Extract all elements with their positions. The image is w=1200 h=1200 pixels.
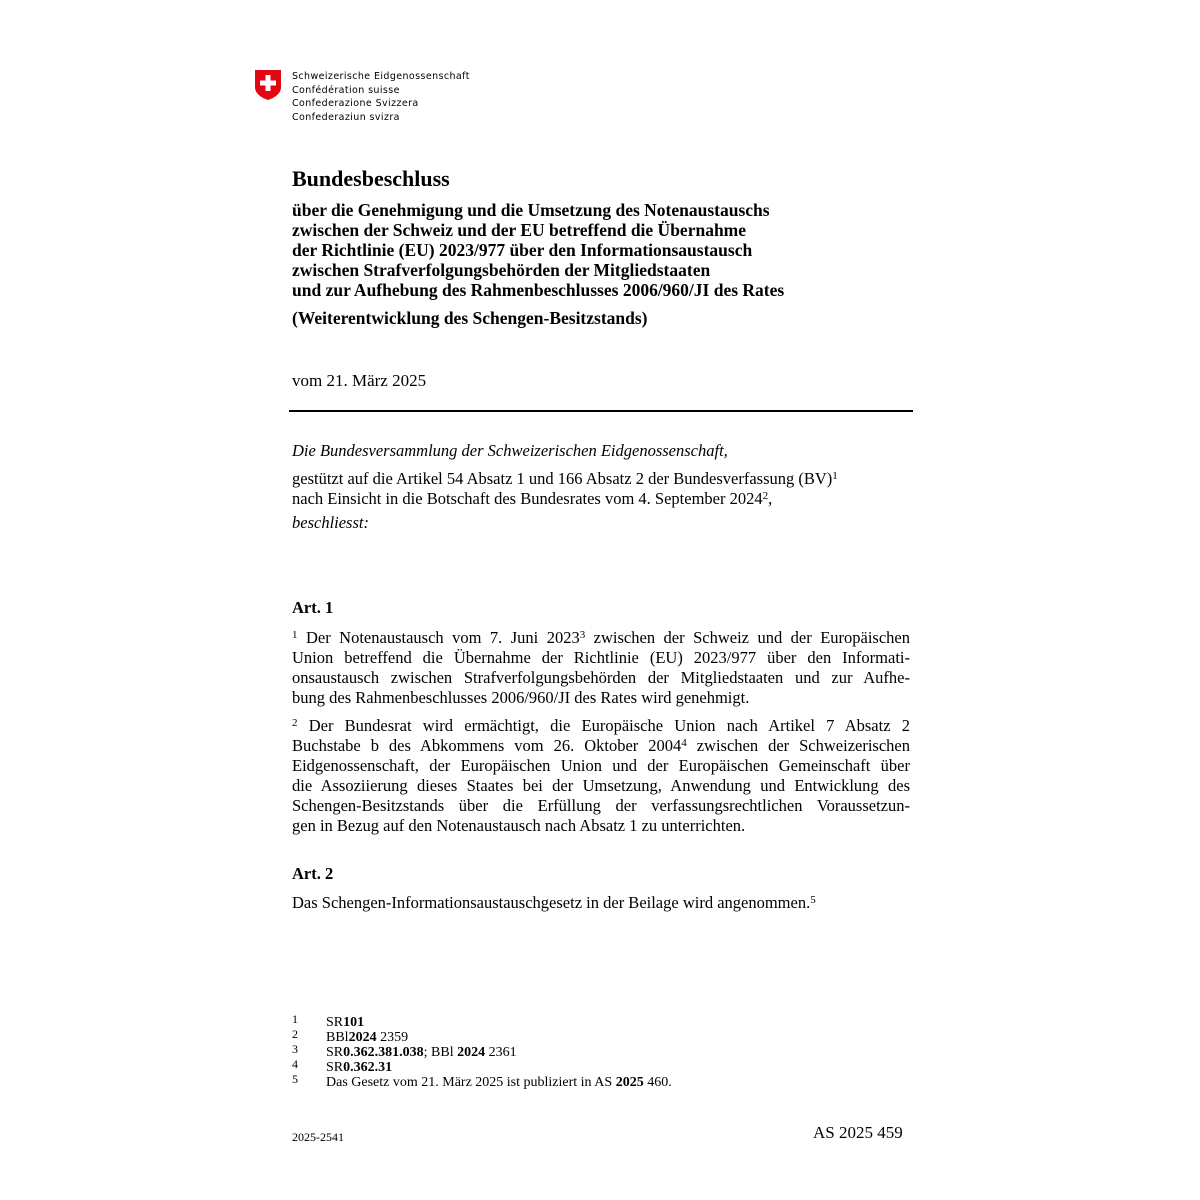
paragraph-line: bung des Rahmenbeschlusses 2006/960/JI des Rates wird genehmigt. [292,688,750,707]
footnote-ref[interactable]: 3 [579,629,586,641]
footnote-text: SR [326,1060,344,1075]
preamble-intro: Die Bundesversammlung der Schweizerischen Eidgenossenschaft, [292,441,728,460]
line-text: zwischen der Schweiz und der Europäischen [585,628,910,647]
subtitle-line: über die Genehmigung und die Umsetzung des Notenaustauschs [292,200,770,220]
footnote [292,1057,672,1075]
footnote-ref[interactable]: 1 [832,470,838,482]
footnote-text: 460. [643,1075,672,1090]
footnote-text: 2359 [376,1030,409,1045]
footnote-bold: 2024 [457,1045,486,1060]
confederation-names [292,70,470,124]
footnote-number: 2 [292,1027,298,1041]
footnotes [292,1012,672,1090]
footnote [292,1012,672,1030]
confederation-name-fr: Confédération suisse [292,84,400,96]
footnote-bold: 0.362.381.038 [343,1045,424,1060]
preamble-line-2-text: nach Einsicht in die Botschaft des Bundesrates vom 4. September 2024 [292,489,763,508]
footnote-number: 1 [292,1012,298,1026]
document-date: vom 21. März 2025 [292,371,427,390]
document-title: Bundesbeschluss [292,166,450,191]
line-text: Buchstabe b des Abkommens vom 26. Oktober 2004 [292,736,682,755]
preamble-line-2-end: , [768,489,773,508]
article-1-paragraph-2 [292,716,910,836]
article-2-heading: Art. 2 [292,864,334,883]
footnote-ref[interactable]: 4 [681,737,687,749]
paragraph-number: 1 [292,629,298,641]
footnote-ref[interactable]: 2 [762,490,769,502]
preamble-line-1 [292,469,838,489]
article-1-paragraph-1 [292,628,910,708]
article-2-text-body: Das Schengen-Informationsaustauschgesetz in der Beilage wird angenommen. [292,893,811,912]
title-divider [289,410,913,412]
paragraph-line: Schengen-Besitzstands über die Erfüllung der verfassungsrechtlichen Voraussetzun- [292,796,910,815]
subtitle-line: zwischen Strafverfolgungsbehörden der Mitgliedstaaten [292,260,711,280]
paragraph-number: 2 [292,717,298,729]
preamble-line-2 [292,489,772,509]
paragraph-line [292,628,910,648]
confederation-name-it: Confederazione Svizzera [292,98,419,109]
subtitle-line: zwischen der Schweiz und der EU betreffend die Übernahme [292,220,747,240]
preamble-resolves: beschliesst: [292,513,369,532]
footnote-bold: 2024 [348,1030,377,1045]
footnote-ref[interactable]: 5 [810,894,816,906]
article-1-heading: Art. 1 [292,598,334,617]
footnote [292,1042,672,1060]
subtitle-note: (Weiterentwicklung des Schengen-Besitzstands) [292,308,648,328]
footnote-number: 3 [292,1042,298,1056]
subtitle-line: und zur Aufhebung des Rahmenbeschlusses 2006/960/JI des Rates [292,280,785,300]
article-2-text [292,893,816,913]
document-subtitle [292,200,784,300]
line-text: zwischen der Schweizerischen [686,736,911,755]
footnote [292,1072,672,1090]
footnote-text: SR [326,1015,344,1030]
paragraph-line: Union betreffend die Übernahme der Richtlinie (EU) 2023/977 über den Informati- [292,648,910,667]
footnote-bold: 101 [343,1015,365,1030]
preamble-line-1-text: gestützt auf die Artikel 54 Absatz 1 und 166 Absatz 2 der Bundesverfassung (BV) [292,469,833,488]
footnote-text: SR [326,1045,344,1060]
swiss-cross-icon [254,69,282,101]
paragraph-line [292,716,910,736]
footnote-text: BBl [326,1030,349,1045]
document-number: 2025-2541 [292,1130,344,1144]
footnote [292,1027,672,1045]
official-reference: AS 2025 459 [813,1123,903,1142]
paragraph-line: die Assoziierung dieses Staates bei der Umsetzung, Anwendung und Entwicklung des [292,776,910,795]
footnote-bold: 2025 [615,1075,644,1090]
footnote-number: 4 [292,1057,298,1071]
paragraph-line: Eidgenossenschaft, der Europäischen Union und der Europäischen Gemeinschaft über [292,756,910,775]
footnote-text: Das Gesetz vom 21. März 2025 ist publiziert in AS [326,1075,616,1090]
subtitle-line: der Richtlinie (EU) 2023/977 über den Informationsaustausch [292,240,753,260]
footnote-bold: 0.362.31 [343,1060,393,1075]
footnote-text: 2361 [485,1045,517,1060]
confederation-name-de: Schweizerische Eidgenossenschaft [292,71,470,82]
footnote-number: 5 [292,1072,298,1086]
footnote-text: ; BBl [423,1045,458,1060]
confederation-name-rm: Confederaziun svizra [292,111,400,123]
line-text: Der Bundesrat wird ermächtigt, die Europäische Union nach Artikel 7 Absatz 2 [297,716,910,735]
paragraph-line [292,736,910,756]
paragraph-line: onsaustausch zwischen Strafverfolgungsbehörden der Mitgliedstaaten und zur Aufhe- [292,668,910,687]
paragraph-line: gen in Bezug auf den Notenaustausch nach Absatz 1 zu unterrichten. [292,816,746,835]
line-text: Der Notenaustausch vom 7. Juni 2023 [297,628,580,647]
